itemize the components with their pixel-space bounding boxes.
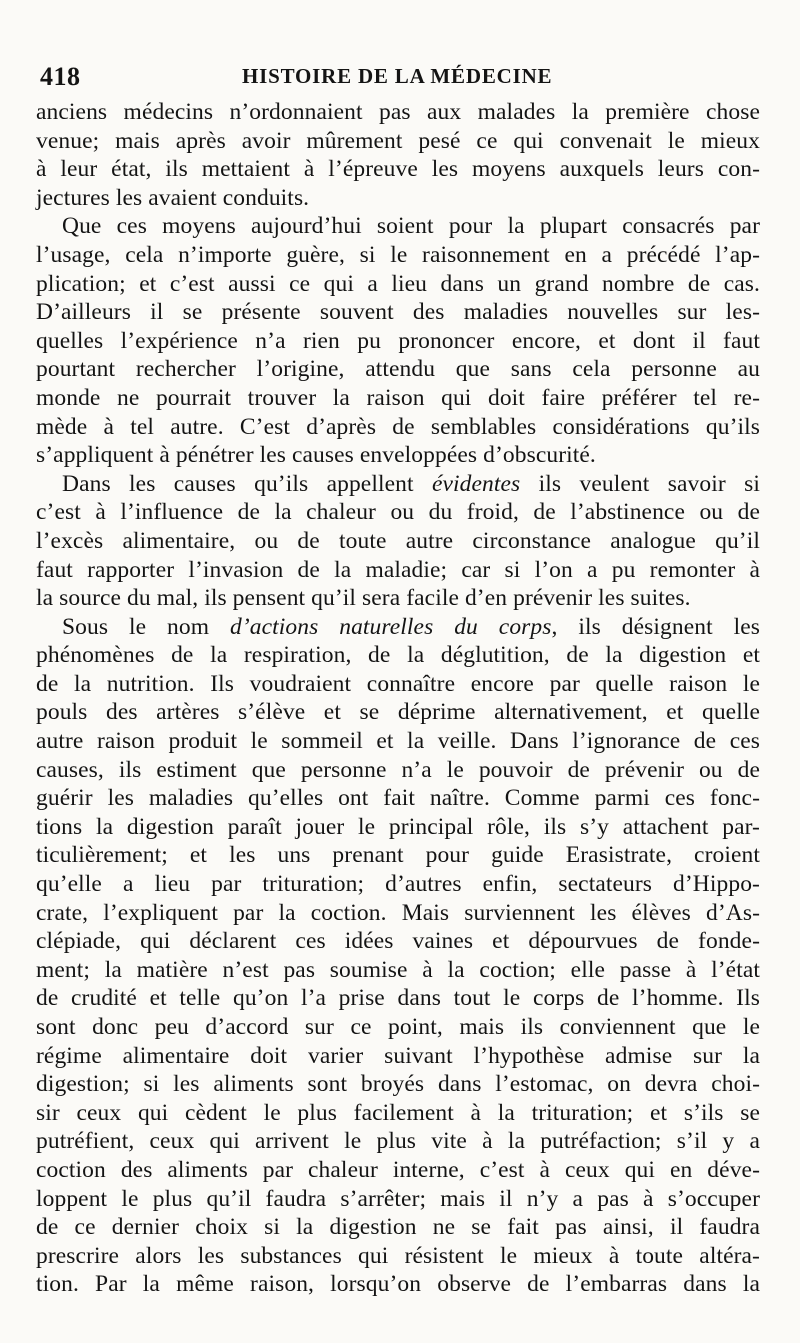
- italic-term: d’actions naturelles du corps: [229, 613, 552, 640]
- page-number: 418: [40, 62, 81, 91]
- text-line: [36, 613, 760, 642]
- paragraph: [36, 470, 760, 613]
- italic-term: évidentes: [431, 470, 521, 497]
- text-line: loppent le plus qu’il faudra s’arrêter; mais il n’y a pas à s’occuper: [36, 1185, 760, 1212]
- text-line: guérir les maladies qu’elles ont fait naître. Comme parmi ces fonc-: [36, 785, 760, 812]
- text-line: D’ailleurs il se présente souvent des maladies nouvelles sur les-: [36, 299, 760, 326]
- text-line: régime alimentaire doit varier suivant l’hypothèse admise sur la: [36, 1042, 760, 1069]
- text-run: ils veulent savoir si: [520, 470, 760, 497]
- text-line: crate, l’expliquent par la coction. Mais surviennent les élèves d’As-: [36, 899, 760, 926]
- text-line: de la nutrition. Ils voudraient connaître encore par quelle raison le: [36, 670, 760, 697]
- text-line: mède à tel autre. C’est d’après de semblables considérations qu’ils: [36, 413, 760, 440]
- text-line: anciens médecins n’ordonnaient pas aux malades la première chose: [36, 99, 760, 125]
- body-text: [36, 98, 760, 1299]
- text-line: pouls des artères s’élève et se déprime alternativement, et quelle: [36, 699, 760, 726]
- text-line: digestion; si les aliments sont broyés dans l’estomac, on devra choi-: [36, 1071, 760, 1098]
- paragraph: [36, 98, 760, 212]
- text-line: faut rapporter l’invasion de la maladie; car si l’on a pu remonter à: [36, 556, 760, 583]
- text-line: à leur état, ils mettaient à l’épreuve les moyens auxquels leurs con-: [36, 156, 760, 183]
- text-line: causes, ils estiment que personne n’a le pouvoir de prévenir ou de: [36, 756, 760, 783]
- text-line: Que ces moyens aujourd’hui soient pour la plupart consacrés par: [62, 213, 760, 240]
- text-line: phénomènes de la respiration, de la déglutition, de la digestion et: [36, 642, 760, 669]
- text-line: de ce dernier choix si la digestion ne se fait pas ainsi, il faudra: [36, 1214, 760, 1241]
- text-line: jectures les avaient conduits.: [36, 184, 310, 211]
- text-line: l’excès alimentaire, ou de toute autre circonstance analogue qu’il: [36, 527, 760, 554]
- text-line: putréfient, ceux qui arrivent le plus vite à la putréfaction; s’il y a: [36, 1128, 760, 1155]
- text-line: clépiade, qui déclarent ces idées vaines et dépourvues de fonde-: [36, 928, 760, 955]
- text-run: Sous le nom: [62, 613, 230, 640]
- text-line: coction des aliments par chaleur interne, c’est à ceux qui en déve-: [36, 1156, 760, 1183]
- text-line: qu’elle a lieu par trituration; d’autres enfin, sectateurs d’Hippo-: [36, 871, 760, 898]
- text-line: de crudité et telle qu’on l’a prise dans tout le corps de l’homme. Ils: [36, 985, 760, 1012]
- text-line: autre raison produit le sommeil et la veille. Dans l’ignorance de ces: [36, 728, 760, 755]
- text-line: c’est à l’influence de la chaleur ou du froid, de l’abstinence ou de: [36, 499, 760, 526]
- text-line: l’usage, cela n’importe guère, si le raisonnement en a précédé l’ap-: [36, 241, 760, 268]
- text-line: tion. Par la même raison, lorsqu’on observe de l’embarras dans la: [36, 1271, 760, 1298]
- text-run: , ils désignent les: [551, 613, 760, 640]
- paragraph: [36, 212, 760, 469]
- text-line: [36, 470, 760, 499]
- text-line: prescrire alors les substances qui résistent le mieux à toute altéra-: [36, 1242, 760, 1269]
- text-line: sir ceux qui cèdent le plus facilement à la trituration; et s’ils se: [36, 1099, 760, 1126]
- text-line: ticulièrement; et les uns prenant pour guide Erasistrate, croient: [36, 842, 760, 869]
- text-line: tions la digestion paraît jouer le principal rôle, ils s’y attachent par-: [36, 813, 760, 840]
- text-line: sont donc peu d’accord sur ce point, mais ils conviennent que le: [36, 1014, 760, 1040]
- paragraph: [36, 613, 760, 1299]
- text-line: monde ne pourrait trouver la raison qui doit faire préférer tel re-: [36, 384, 760, 411]
- text-line: s’appliquent à pénétrer les causes enveloppées d’obscurité.: [36, 442, 596, 469]
- text-line: plication; et c’est aussi ce qui a lieu dans un grand nombre de cas.: [36, 270, 760, 297]
- text-line: pourtant rechercher l’origine, attendu que sans cela personne au: [36, 356, 760, 383]
- text-run: Dans les causes qu’ils appellent: [62, 470, 432, 497]
- running-head: [36, 58, 760, 98]
- text-line: la source du mal, ils pensent qu’il sera facile d’en prévenir les suites.: [36, 585, 691, 612]
- text-line: venue; mais après avoir mûrement pesé ce qui convenait le mieux: [36, 127, 760, 154]
- text-line: quelles l’expérience n’a rien pu prononcer encore, et dont il faut: [36, 327, 760, 354]
- text-line: ment; la matière n’est pas soumise à la coction; elle passe à l’état: [36, 956, 760, 983]
- running-title: HISTOIRE DE LA MÉDECINE: [242, 64, 553, 88]
